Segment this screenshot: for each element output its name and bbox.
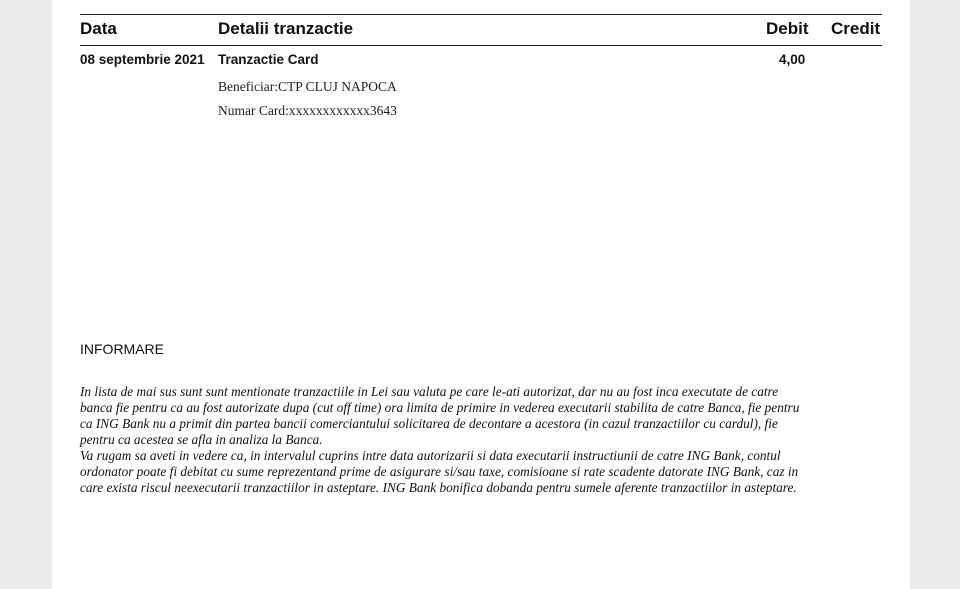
notice-line: banca fie pentru ca au fost autorizate dupa (cut off time) ora limita de primire in vederea executarii stabilita de catre Banca, fie pentru [80, 400, 800, 415]
row-type: Tranzactie Card [218, 52, 319, 67]
statement-page [52, 0, 910, 589]
header-credit: Credit [831, 19, 881, 38]
row-debit: 4,00 [779, 52, 806, 67]
information-paragraph-1 [80, 384, 890, 448]
row-beneficiary: Beneficiar:CTP CLUJ NAPOCA [218, 79, 397, 94]
information-title: INFORMARE [80, 341, 164, 357]
table-header-rule [80, 45, 882, 46]
header-date: Data [80, 19, 117, 38]
row-card-number: Numar Card:xxxxxxxxxxxx3643 [218, 103, 397, 118]
row-date: 08 septembrie 2021 [80, 52, 205, 67]
notice-line: care exista riscul neexecutarii tranzactiilor in asteptare. ING Bank bonifica dobanda pentru sumele aferente tranzactiilor in asteptare. [80, 480, 797, 495]
notice-line: pentru ca acestea se afla in analiza la Banca. [80, 432, 323, 447]
notice-line: ca ING Bank nu a primit din partea bancii comerciantului solicitarea de decontare a acestora (in cazul tranzactiilor cu cardul), fie [80, 416, 778, 431]
header-debit: Debit [766, 19, 809, 38]
table-top-rule [80, 14, 882, 15]
information-paragraph-2 [80, 448, 890, 496]
notice-line: Va rugam sa aveti in vedere ca, in intervalul cuprins intre data autorizarii si data executarii instructiunii de catre ING Bank, contul [80, 448, 781, 463]
header-details: Detalii tranzactie [218, 19, 354, 38]
notice-line: In lista de mai sus sunt sunt mentionate tranzactiile in Lei sau valuta pe care le-ati autorizat, dar nu au fost inca executate de catre [80, 384, 779, 399]
notice-line: ordonator poate fi debitat cu sume reprezentand prime de asigurare si/sau taxe, comisioane si rate scadente datorate ING Bank, caz in [80, 464, 799, 479]
